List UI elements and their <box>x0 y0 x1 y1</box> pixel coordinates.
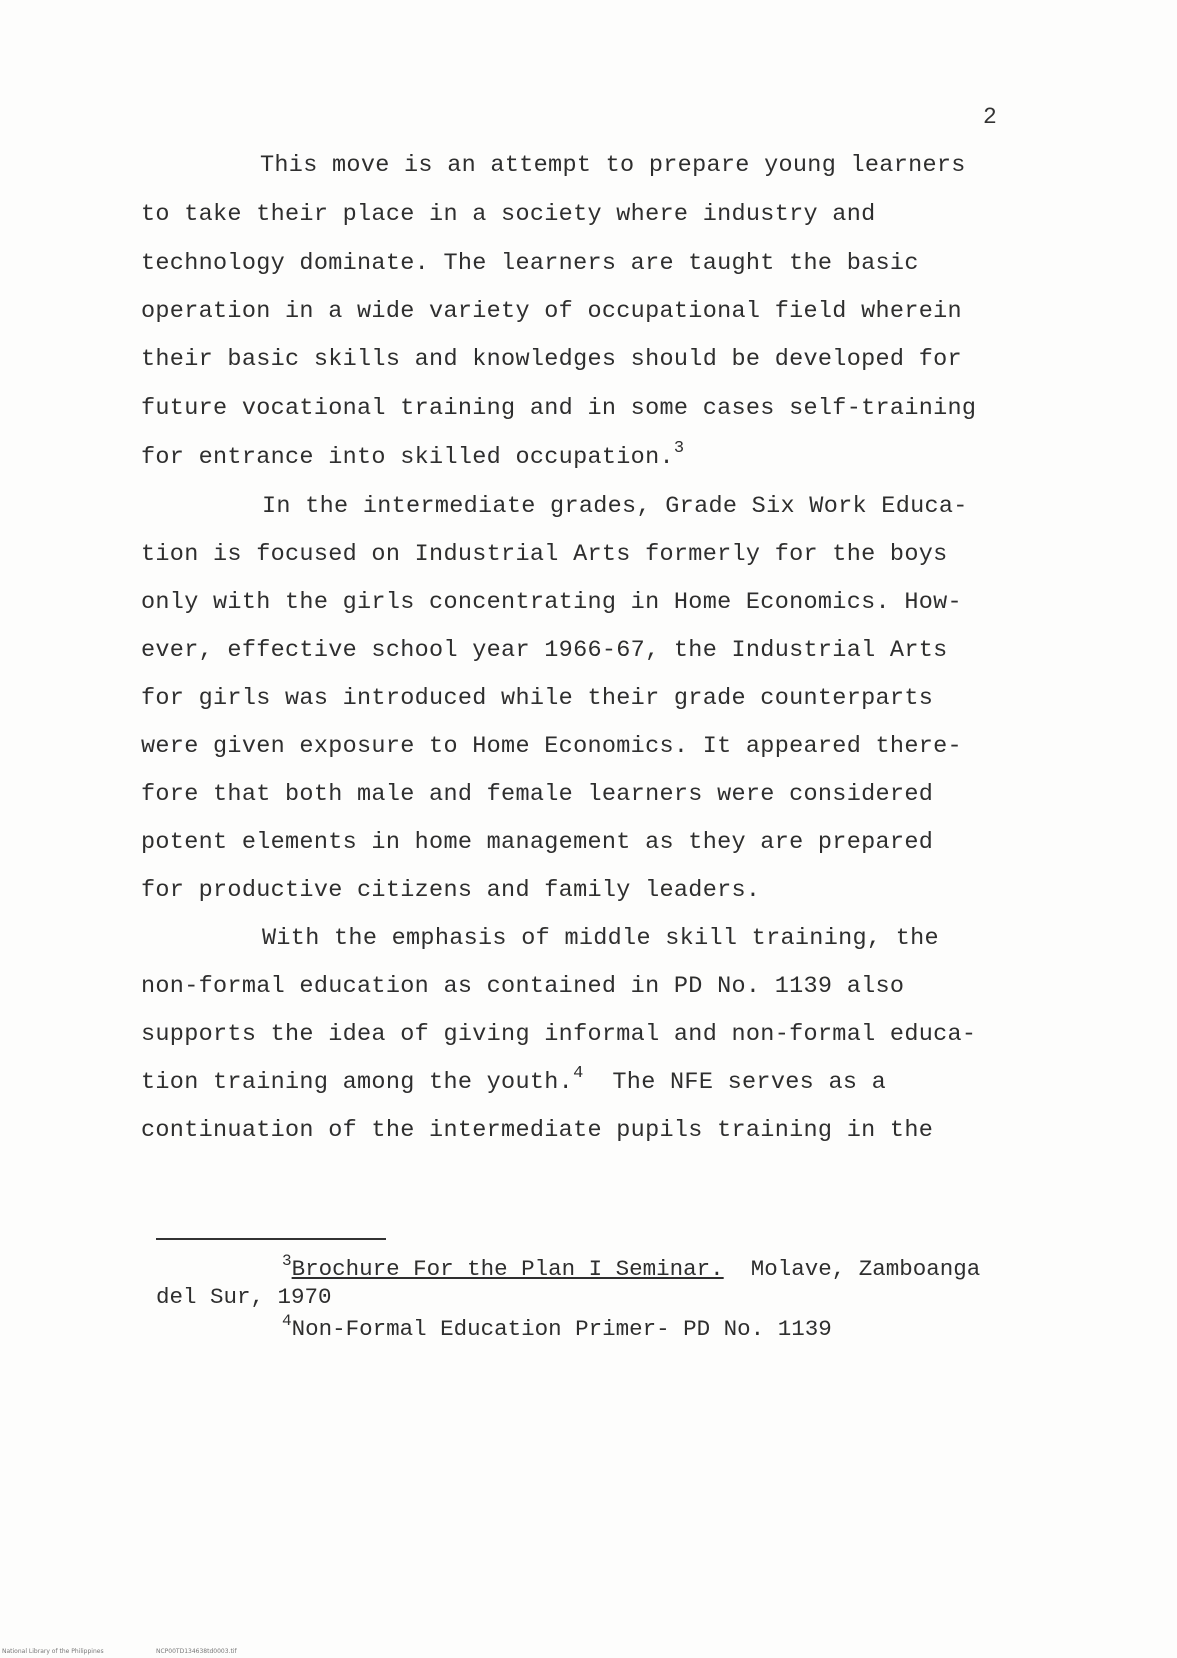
body-line-19: supports the idea of giving informal and non-formal educa- <box>141 1021 977 1048</box>
footnote-ref-4: 4 <box>573 1064 584 1083</box>
body-line-20-text-a: tion training among the youth. <box>141 1069 574 1096</box>
body-line-1: This move is an attempt to prepare young learners <box>260 152 966 179</box>
body-line-20-text-b: The NFE serves as a <box>612 1069 887 1096</box>
footnote-ref-3: 3 <box>673 439 685 458</box>
footnote-4-text: Non-Formal Education Primer- PD No. 1139 <box>291 1316 832 1342</box>
body-line-17: With the emphasis of middle skill training, the <box>262 925 939 952</box>
body-line-11: ever, effective school year 1966-67, the Industrial Arts <box>141 637 948 664</box>
body-line-14: fore that both male and female learners were considered <box>141 781 934 808</box>
body-line-21: continuation of the intermediate pupils training in the <box>141 1117 934 1144</box>
footnote-4 <box>282 1312 832 1342</box>
footer-credit: National Library of the Philippines <box>2 1648 104 1655</box>
footnote-3-line-2: del Sur, 1970 <box>156 1284 332 1310</box>
footnote-3-title: Brochure For the Plan I Seminar. <box>291 1256 724 1282</box>
body-line-7 <box>141 439 685 471</box>
body-line-8: In the intermediate grades, Grade Six Work Educa- <box>262 493 968 520</box>
body-line-12: for girls was introduced while their grade counterparts <box>141 685 934 712</box>
footnote-separator <box>156 1238 386 1240</box>
footnote-3-rest: Molave, Zamboanga <box>750 1256 981 1282</box>
body-line-3: technology dominate. The learners are taught the basic <box>141 250 919 277</box>
page-number: 2 <box>983 104 997 130</box>
body-line-16: for productive citizens and family leaders. <box>141 877 761 904</box>
body-line-18: non-formal education as contained in PD No. 1139 also <box>141 973 905 1000</box>
footer-file-id: NCP00TD134638td0003.tif <box>156 1648 237 1655</box>
body-line-15: potent elements in home management as they are prepared <box>141 829 934 856</box>
body-line-10: only with the girls concentrating in Home Economics. How- <box>141 589 962 616</box>
footnote-3-mark: 3 <box>282 1252 292 1270</box>
body-line-20 <box>141 1064 887 1096</box>
body-line-4: operation in a wide variety of occupational field wherein <box>141 298 962 325</box>
body-line-6: future vocational training and in some cases self-training <box>141 395 977 422</box>
footnote-4-mark: 4 <box>282 1312 292 1330</box>
body-line-13: were given exposure to Home Economics. It appeared there- <box>141 733 962 760</box>
body-line-5: their basic skills and knowledges should be developed for <box>141 346 962 373</box>
body-line-2: to take their place in a society where industry and <box>141 201 876 228</box>
footnote-3 <box>282 1252 981 1282</box>
body-line-9: tion is focused on Industrial Arts formerly for the boys <box>141 541 948 568</box>
body-line-7-text: for entrance into skilled occupation. <box>141 444 674 471</box>
